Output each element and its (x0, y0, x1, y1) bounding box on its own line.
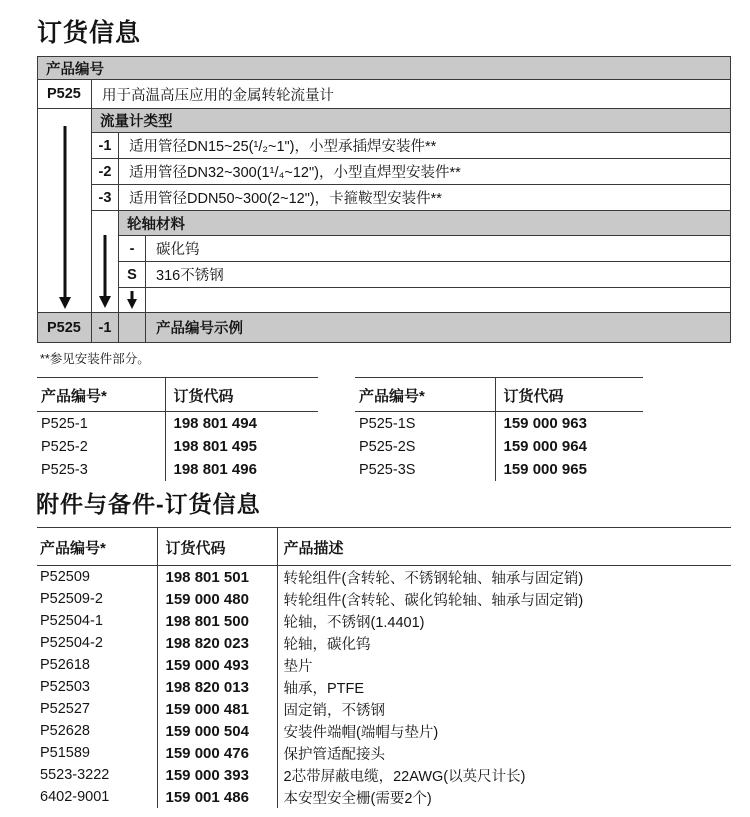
product-description: 固定销，不锈钢 (277, 698, 731, 720)
product-description: 转轮组件(含转轮、碳化钨轮轴、轴承与固定销) (277, 588, 731, 610)
order-code: 159 000 965 (495, 458, 643, 481)
flowmeter-type-band: 流量计类型 (92, 109, 731, 133)
table-row (37, 654, 731, 676)
order-code: 198 801 495 (165, 435, 318, 458)
order-code: 159 000 393 (157, 764, 277, 786)
product-number: P525-2S (359, 438, 416, 455)
example-material-code (119, 313, 146, 343)
product-description-cell: 用于高温高压应用的金属转轮流量计 (92, 80, 731, 109)
product-number: P525-1S (359, 415, 416, 432)
order-code: 198 801 494 (165, 412, 318, 436)
order-code: 159 000 481 (157, 698, 277, 720)
table-header-row (355, 378, 643, 412)
order-code: 198 820 013 (157, 676, 277, 698)
type-option-code: -1 (92, 133, 119, 159)
material-option-code: - (119, 236, 146, 262)
column-header: 产品编号* (37, 528, 157, 566)
order-code: 159 000 964 (495, 435, 643, 458)
example-label: 产品编号示例 (146, 313, 731, 343)
table-row (37, 610, 731, 632)
table-row (37, 412, 318, 436)
empty-cell (146, 288, 731, 313)
column-header: 订货代码 (495, 378, 643, 412)
column-header: 产品编号* (355, 378, 495, 412)
column-header: 订货代码 (157, 528, 277, 566)
table-row (37, 676, 731, 698)
type-line-cell (92, 211, 119, 313)
order-code: 198 801 496 (165, 458, 318, 481)
material-option-label: 316不锈钢 (146, 262, 731, 288)
type-option-code: -3 (92, 185, 119, 211)
ordering-configurator-table (37, 56, 731, 343)
product-code-cell: P525 (38, 80, 92, 109)
product-number: P525-3S (359, 461, 416, 478)
table-row (37, 698, 731, 720)
product-description: 轴承，PTFE (277, 676, 731, 698)
table-row (37, 458, 318, 481)
order-code: 159 000 476 (157, 742, 277, 764)
material-option-label: 碳化钨 (146, 236, 731, 262)
order-code: 198 801 501 (157, 566, 277, 589)
table-row (37, 786, 731, 808)
code-table-left (37, 377, 318, 481)
table-row (37, 720, 731, 742)
footnote: **参见安装件部分。 (40, 352, 150, 366)
type-option-label: 适用管径DN15~25(¹/₂~1")，小型承插焊安装件** (119, 133, 731, 159)
product-number: P52509-2 (40, 591, 103, 607)
product-number: P52503 (40, 679, 90, 695)
product-line-cell (38, 109, 92, 313)
order-code: 198 820 023 (157, 632, 277, 654)
column-header: 产品编号* (37, 378, 165, 412)
product-description: 转轮组件(含转轮、不锈钢轮轴、轴承与固定销) (277, 566, 731, 589)
product-number: P52509 (40, 569, 90, 585)
column-header: 订货代码 (165, 378, 318, 412)
product-description: 垫片 (277, 654, 731, 676)
table-row (355, 412, 643, 436)
product-description: 轮轴，不锈钢(1.4401) (277, 610, 731, 632)
table-row (355, 435, 643, 458)
product-number: P525-1 (41, 415, 88, 432)
page-title: 订货信息 (37, 19, 142, 47)
code-table-right (355, 377, 643, 481)
material-line-cell (119, 288, 146, 313)
product-number: P52504-2 (40, 635, 103, 651)
product-number: P52527 (40, 701, 90, 717)
product-number: P525-3 (41, 461, 88, 478)
type-option-code: -2 (92, 159, 119, 185)
order-code: 159 000 480 (157, 588, 277, 610)
type-option-label: 适用管径DDN50~300(2~12")，卡箍鞍型安装件** (119, 185, 731, 211)
order-code: 159 001 486 (157, 786, 277, 808)
accessories-section-title: 附件与备件-订货信息 (36, 491, 261, 517)
table-header-row (37, 528, 731, 566)
axle-material-band: 轮轴材料 (119, 211, 731, 236)
accessories-table (37, 527, 731, 808)
order-code: 159 000 504 (157, 720, 277, 742)
product-number: P52618 (40, 657, 90, 673)
table-row (37, 632, 731, 654)
table-row (37, 764, 731, 786)
table-row (37, 566, 731, 589)
product-number: P525-2 (41, 438, 88, 455)
product-number: 6402-9001 (40, 789, 110, 805)
table-row (355, 458, 643, 481)
example-type-code: -1 (92, 313, 119, 343)
product-number-band: 产品编号 (38, 57, 731, 80)
product-description: 2芯带屏蔽电缆，22AWG(以英尺计长) (277, 764, 731, 786)
product-number: 5523-3222 (40, 767, 110, 783)
table-row (37, 742, 731, 764)
order-code: 198 801 500 (157, 610, 277, 632)
product-description: 本安型安全栅(需要2个) (277, 786, 731, 808)
product-down-arrow-icon (58, 126, 72, 309)
type-option-label: 适用管径DN32~300(1¹/₄~12")，小型直焊型安装件** (119, 159, 731, 185)
product-number: P52628 (40, 723, 90, 739)
column-header: 产品描述 (277, 528, 731, 566)
product-description: 安装件端帽(端帽与垫片) (277, 720, 731, 742)
product-number: P52504-1 (40, 613, 103, 629)
order-code: 159 000 493 (157, 654, 277, 676)
product-description: 保护管适配接头 (277, 742, 731, 764)
product-number: P51589 (40, 745, 90, 761)
table-row (37, 588, 731, 610)
product-description: 轮轴，碳化钨 (277, 632, 731, 654)
example-product-code: P525 (38, 313, 92, 343)
order-code: 159 000 963 (495, 412, 643, 436)
table-row (37, 435, 318, 458)
table-header-row (37, 378, 318, 412)
type-down-arrow-icon (98, 235, 112, 308)
material-down-arrow-icon (125, 291, 139, 309)
material-option-code: S (119, 262, 146, 288)
